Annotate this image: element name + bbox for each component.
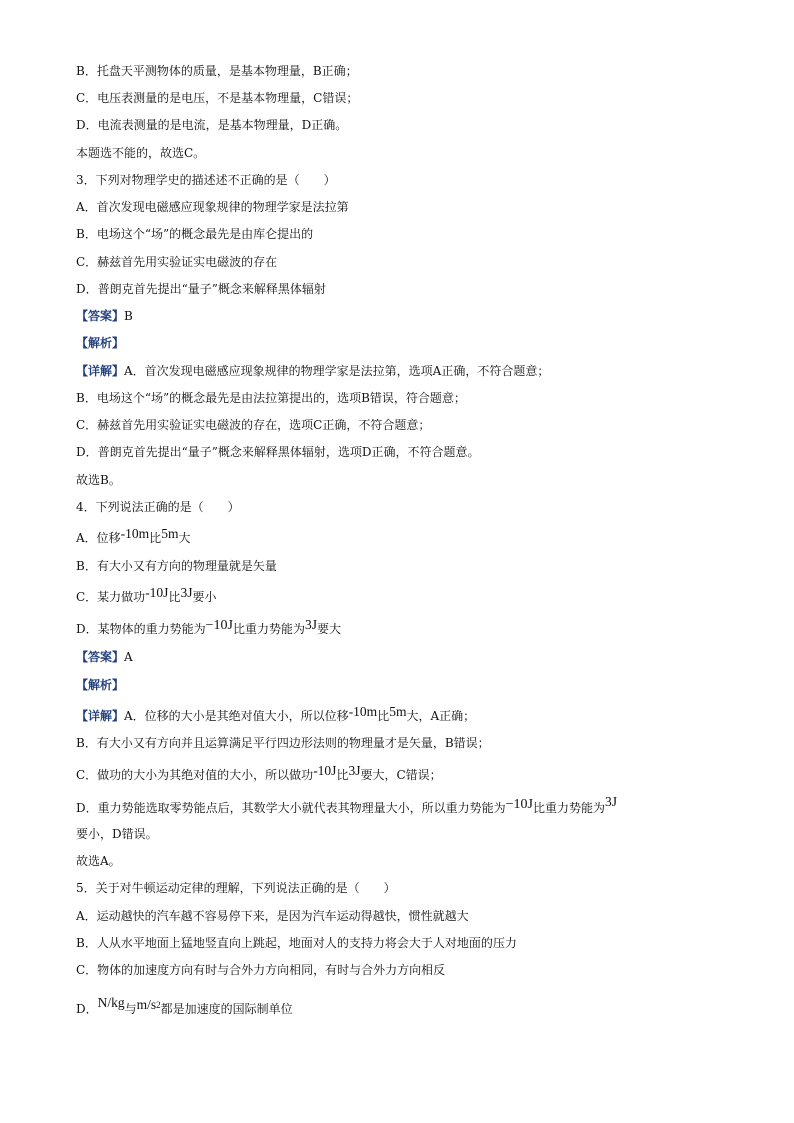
- math-value: -10m: [120, 526, 150, 541]
- question-4-option-c: [76, 585, 217, 605]
- answer-value: A: [124, 650, 133, 664]
- question-5-stem: 5．关于对牛顿运动定律的理解，下列说法正确的是（ ）: [76, 881, 396, 895]
- math-value: 3J: [180, 585, 193, 600]
- math-value: 3J: [304, 617, 317, 632]
- math-value: -10J: [145, 585, 169, 600]
- line-conclusion: 本题选不能的，故选C。: [76, 146, 206, 160]
- conclusion-line: 故选B。: [76, 473, 121, 487]
- text-segment: C．某力做功: [76, 590, 146, 604]
- detail-tag: 【详解】: [76, 364, 125, 378]
- question-4-stem: 4．下列说法正确的是（ ）: [76, 500, 240, 514]
- conclusion-line-2: 故选A。: [76, 854, 121, 868]
- detail-line-2-d-cont: 要小，D错误。: [76, 827, 158, 841]
- answer-value: B: [124, 309, 133, 323]
- math-value: -10J: [313, 763, 337, 778]
- math-value: -10m: [348, 704, 378, 719]
- text-segment: 比: [149, 531, 162, 545]
- question-4-option-a: [76, 526, 191, 546]
- math-value: 3J: [348, 763, 361, 778]
- math-value: 5m: [389, 704, 407, 719]
- text-segment: A．位移: [76, 531, 121, 545]
- answer-line-2: [76, 649, 133, 665]
- analysis-line: [76, 335, 124, 351]
- question-5-option-a: A．运动越快的汽车越不容易停下来，是因为汽车运动得越快，惯性就越大: [76, 909, 469, 923]
- line-option-c: C．电压表测量的是电压，不是基本物理量，C错误；: [76, 91, 359, 105]
- text-segment: 比: [336, 768, 349, 782]
- text-segment: 大: [178, 531, 191, 545]
- analysis-tag: 【解析】: [76, 336, 125, 350]
- text-segment: 大，A正确；: [406, 709, 476, 723]
- analysis-tag: 【解析】: [76, 678, 125, 692]
- text-segment: 要大，C错误；: [360, 768, 442, 782]
- math-value: m/s: [136, 997, 157, 1012]
- question-4-option-b: B．有大小又有方向的物理量就是矢量: [76, 559, 277, 573]
- answer-tag: 【答案】: [76, 650, 125, 664]
- math-value: −10J: [205, 618, 233, 633]
- question-5-option-b: B．人从水平地面上猛地竖直向上跳起，地面对人的支持力将会大于人对地面的压力: [76, 936, 517, 950]
- detail-tag: 【详解】: [76, 709, 125, 723]
- text-segment: D．重力势能选取零势能点后，其数学大小就代表其物理量大小，所以重力势能为: [76, 801, 506, 815]
- question-3-option-d: D．普朗克首先提出“量子”概念来解释黑体辐射: [76, 282, 326, 296]
- question-3-option-a: A．首次发现电磁感应现象规律的物理学家是法拉第: [76, 200, 349, 214]
- text-segment: A．位移的大小是其绝对值大小，所以位移: [124, 709, 349, 723]
- text-segment: 比重力势能为: [532, 801, 605, 815]
- line-option-b: B．托盘天平测物体的质量，是基本物理量，B正确；: [76, 64, 358, 78]
- text-segment: 要小: [192, 590, 217, 604]
- detail-line-d: D．普朗克首先提出“量子”概念来解释黑体辐射，选项D正确，不符合题意。: [76, 445, 480, 459]
- answer-line: [76, 308, 133, 324]
- math-value: −10J: [505, 797, 533, 812]
- text-segment: 比: [377, 709, 390, 723]
- text-segment: 与: [124, 1002, 137, 1016]
- math-superscript: 2: [156, 1000, 161, 1010]
- analysis-line-2: [76, 677, 124, 693]
- question-3-stem: 3．下列对物理学史的描述述不正确的是（ ）: [76, 173, 336, 187]
- math-value: 5m: [161, 526, 179, 541]
- detail-line: [76, 363, 549, 379]
- text-segment: D．某物体的重力势能为: [76, 622, 206, 636]
- text-segment: C．做功的大小为其绝对值的大小，所以做功: [76, 768, 314, 782]
- question-3-option-c: C．赫兹首先用实验证实电磁波的存在: [76, 255, 278, 269]
- detail-line-2-b: B．有大小又有方向并且运算满足平行四边形法则的物理量才是矢量，B错误；: [76, 736, 490, 750]
- line-option-d: D．电流表测量的是电流，是基本物理量，D正确。: [76, 118, 348, 132]
- detail-line-2-c: [76, 763, 442, 783]
- detail-text: A．首次发现电磁感应现象规律的物理学家是法拉第，选项A正确，不符合题意；: [124, 364, 550, 378]
- text-segment: 都是加速度的国际制单位: [160, 1002, 293, 1016]
- answer-tag: 【答案】: [76, 309, 125, 323]
- question-5-option-d: [76, 997, 293, 1017]
- math-value: N/kg: [97, 995, 125, 1010]
- detail-line-2: [76, 704, 476, 724]
- detail-line-c: C．赫兹首先用实验证实电磁波的存在，选项C正确，不符合题意；: [76, 418, 431, 432]
- text-segment: 比: [168, 590, 181, 604]
- text-segment: D．: [76, 1002, 98, 1016]
- text-segment: 要大: [317, 622, 342, 636]
- question-4-option-d: [76, 617, 342, 638]
- question-5-option-c: C．物体的加速度方向有时与合外力方向相同，有时与合外力方向相反: [76, 963, 446, 977]
- math-value: 3J: [604, 794, 617, 809]
- text-segment: 比重力势能为: [232, 622, 305, 636]
- detail-line-2-d: [76, 794, 617, 817]
- question-3-option-b: B．电场这个“场”的概念最先是由库仑提出的: [76, 227, 314, 241]
- detail-line-b: B．电场这个“场”的概念最先是由法拉第提出的，选项B错误，符合题意；: [76, 391, 466, 405]
